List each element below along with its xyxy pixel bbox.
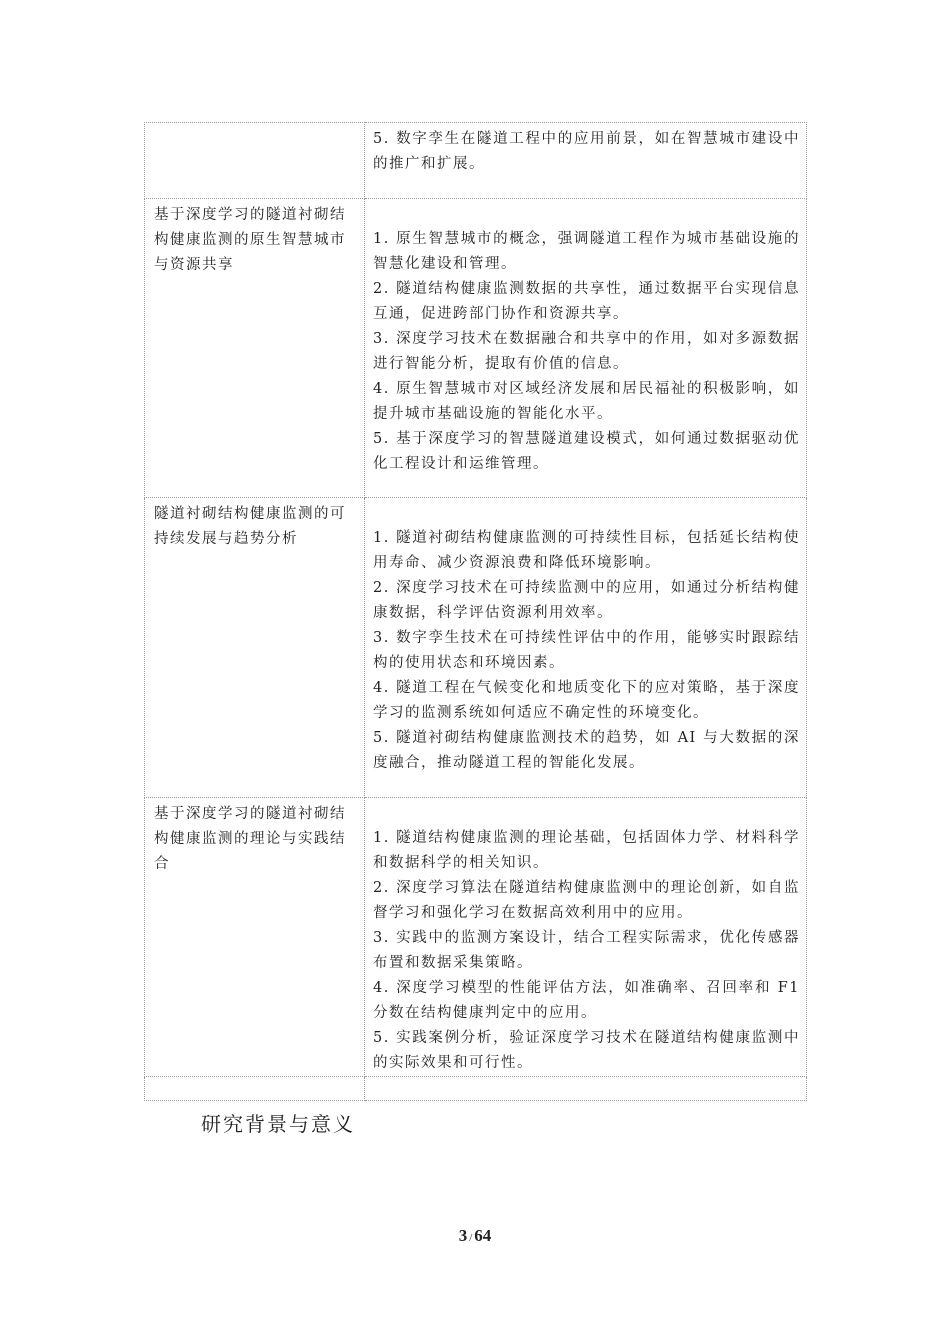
content-table [144, 122, 807, 1101]
list-item: 1. 原生智慧城市的概念，强调隧道工程作为城市基础设施的智慧化建设和管理。 [373, 231, 800, 272]
list-item: 3. 深度学习技术在数据融合和共享中的作用，如对多源数据进行智能分析，提取有价值的信息。 [373, 331, 800, 372]
list-item: 2. 深度学习算法在隧道结构健康监测中的理论创新，如自监督学习和强化学习在数据高效利用中的应用。 [373, 880, 800, 921]
table-row [145, 199, 807, 498]
list-item: 5. 隧道衬砌结构健康监测技术的趋势，如 AI 与大数据的深度融合，推动隧道工程的智能化发展。 [373, 730, 800, 771]
detail-cell [365, 498, 807, 798]
list-item: 3. 数字孪生技术在可持续性评估中的作用，能够实时跟踪结构的使用状态和环境因素。 [373, 630, 800, 671]
table-row [145, 798, 807, 1077]
list-item: 4. 原生智慧城市对区域经济发展和居民福祉的积极影响，如提升城市基础设施的智能化水平。 [373, 381, 800, 422]
page-separator: / [469, 1232, 473, 1244]
empty-cell [365, 1077, 807, 1101]
list-item: 4. 深度学习模型的性能评估方法，如准确率、召回率和 F1 分数在结构健康判定中的应用。 [373, 980, 800, 1021]
table-row-empty [145, 1077, 807, 1101]
table-row [145, 498, 807, 798]
detail-cell [365, 798, 807, 1077]
page-number [0, 1226, 950, 1246]
list-item: 1. 隧道结构健康监测的理论基础，包括固体力学、材料科学和数据科学的相关知识。 [373, 830, 800, 871]
page-total: 64 [474, 1226, 492, 1245]
detail-cell [365, 123, 807, 199]
topic-cell: 基于深度学习的隧道衬砌结构健康监测的原生智慧城市与资源共享 [145, 199, 365, 498]
list-item: 5. 实践案例分析，验证深度学习技术在隧道结构健康监测中的实际效果和可行性。 [373, 1030, 800, 1071]
topic-cell: 基于深度学习的隧道衬砌结构健康监测的理论与实践结合 [145, 798, 365, 1077]
list-item: 1. 隧道衬砌结构健康监测的可持续性目标，包括延长结构使用寿命、减少资源浪费和降低环境影响。 [373, 530, 800, 571]
empty-cell [145, 1077, 365, 1101]
section-heading: 研究背景与意义 [201, 1112, 355, 1136]
detail-cell [365, 199, 807, 498]
list-item: 5. 数字孪生在隧道工程中的应用前景，如在智慧城市建设中的推广和扩展。 [373, 131, 800, 172]
list-item: 4. 隧道工程在气候变化和地质变化下的应对策略，基于深度学习的监测系统如何适应不确定性的环境变化。 [373, 680, 800, 721]
topic-cell [145, 123, 365, 199]
list-item: 2. 深度学习技术在可持续监测中的应用，如通过分析结构健康数据，科学评估资源利用效率。 [373, 580, 800, 621]
list-item: 3. 实践中的监测方案设计，结合工程实际需求，优化传感器布置和数据采集策略。 [373, 930, 800, 971]
topic-cell: 隧道衬砌结构健康监测的可持续发展与趋势分析 [145, 498, 365, 798]
list-item: 5. 基于深度学习的智慧隧道建设模式，如何通过数据驱动优化工程设计和运维管理。 [373, 431, 800, 472]
list-item: 2. 隧道结构健康监测数据的共享性，通过数据平台实现信息互通，促进跨部门协作和资源共享。 [373, 281, 800, 322]
page-current: 3 [458, 1226, 468, 1245]
table-row [145, 123, 807, 199]
